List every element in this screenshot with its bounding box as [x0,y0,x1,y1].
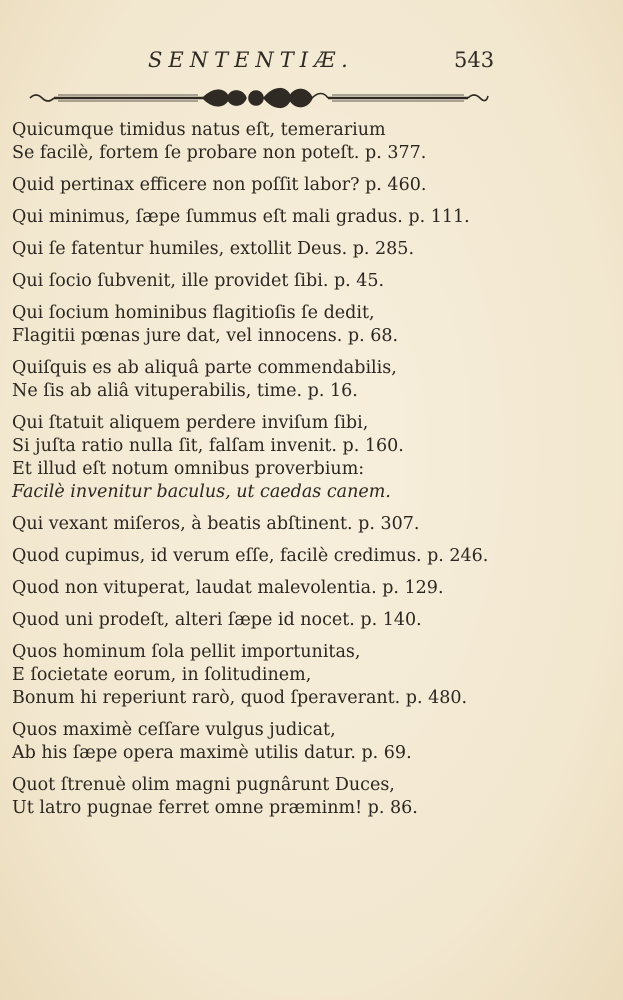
sententia-entry [12,238,512,261]
sententia-line: Bonum hi reperiunt rarò, quod ſperaverant. p. 480. [12,688,468,708]
sententia-line: Ut latro pugnae ferret omne præminm! p. 86. [12,798,418,818]
sententia-line: Ne ſis ab aliâ vituperabilis, time. p. 16. [12,381,358,401]
sententia-line: Flagitii pœnas jure dat, vel innocens. p. 68. [12,326,399,346]
sententia-line: Qui ſocio ſubvenit, ille providet ſibi. p. 45. [12,271,385,291]
sententia-entry [12,302,512,348]
sententia-line: Se facilè, fortem ſe probare non poteſt. p. 377. [12,143,427,163]
sententia-entry [12,412,512,504]
sententia-line: Qui vexant miſeros, à beatis abſtinent. p. 307. [12,514,420,534]
sententia-entry [12,513,512,536]
sententia-entry [12,206,512,229]
sententia-entry [12,774,512,820]
sententia-entry [12,609,512,632]
sententia-line: Qui ſtatuit aliquem perdere inviſum ſibi, [12,413,369,433]
sententia-line: Quos hominum ſola pellit importunitas, [12,642,361,662]
proverb-line: Facilè invenitur baculus, ut caedas canem. [12,482,391,502]
sententia-entry [12,270,512,293]
page-number: 543 [454,48,495,72]
sententia-line: Quod uni prodeſt, alteri ſæpe id nocet. p. 140. [12,610,422,630]
sententia-line: Qui ſe fatentur humiles, extollit Deus. p. 285. [12,239,415,259]
page-header [0,44,623,78]
sententia-line: Quiſquis es ab aliquâ parte commendabilis, [12,358,397,378]
sententia-entry [12,545,512,568]
sententia-line: Quod non vituperat, laudat malevolentia. p. 129. [12,578,444,598]
sententia-line: Quot ſtrenuè olim magni pugnârunt Duces, [12,775,395,795]
sententia-entry [12,719,512,765]
sententia-entry [12,577,512,600]
sententia-line: Et illud eſt notum omnibus proverbium: [12,459,365,479]
running-title: SENTENTIÆ. [148,48,354,72]
sententia-entry [12,357,512,403]
sententia-line: Quod cupimus, id verum eſſe, facilè credimus. p. 246. [12,546,489,566]
sententiae-list [12,119,512,829]
sententia-line: Quicumque timidus natus eſt, temerarium [12,120,386,140]
sententia-line: Ab his ſæpe opera maximè utilis datur. p. 69. [12,743,412,763]
sententia-line: Qui ſocium hominibus flagitioſis ſe dedit, [12,303,375,323]
sententia-entry [12,641,512,710]
sententia-line: E ſocietate eorum, in ſolitudinem, [12,665,312,685]
decorative-rule-ornament [28,84,490,112]
sententia-line: Quos maximè ceſſare vulgus judicat, [12,720,336,740]
sententia-entry [12,119,512,165]
sententia-line: Quid pertinax efficere non poſſit labor? p. 460. [12,175,427,195]
sententia-line: Qui minimus, ſæpe ſummus eſt mali gradus. p. 111. [12,207,470,227]
sententia-entry [12,174,512,197]
sententia-line: Si juſta ratio nulla ſit, falſam invenit. p. 160. [12,436,404,456]
